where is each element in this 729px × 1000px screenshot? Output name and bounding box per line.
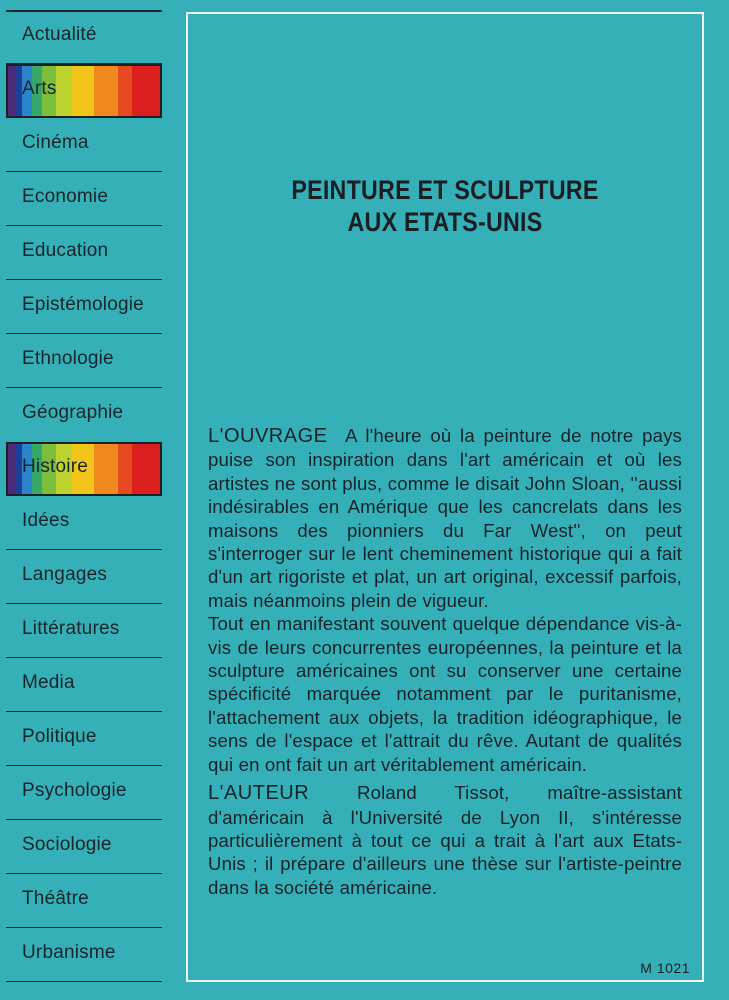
auteur-text: Roland Tissot, maître-assistant d'américain à l'Université de Lyon II, s'intéresse particulièrement à tout ce qui a trait à l'art aux Etats-Unis ; il prépare d'ailleurs une thèse sur l'artiste-peintre dans la société américaine.: [208, 782, 682, 898]
sidebar-item-sociologie: [6, 820, 162, 874]
book-title: [224, 174, 666, 238]
sidebar-item-urbanisme: [6, 928, 162, 982]
ouvrage-paragraph: [208, 424, 682, 612]
sidebar-item-geographie: [6, 388, 162, 442]
sidebar-item-label: Cinéma: [22, 132, 89, 153]
book-title-line-2: AUX ETATS-UNIS: [347, 207, 543, 237]
category-sidebar: [6, 10, 162, 986]
sidebar-item-education: [6, 226, 162, 280]
description-panel: [186, 12, 704, 982]
sidebar-item-label: Media: [22, 672, 75, 693]
sidebar-item-economie: [6, 172, 162, 226]
sidebar-item-label: Economie: [22, 186, 109, 207]
sidebar-item-epistemologie: [6, 280, 162, 334]
book-title-line-1: PEINTURE ET SCULPTURE: [291, 175, 599, 205]
sidebar-item-label: Théâtre: [22, 888, 89, 909]
sidebar-item-langages: [6, 550, 162, 604]
sidebar-item-label: Langages: [22, 564, 108, 585]
auteur-heading: L'AUTEUR: [208, 782, 310, 805]
sidebar-item-label: Arts: [22, 78, 57, 99]
sidebar-item-label: Psychologie: [22, 780, 127, 801]
sidebar-item-label: Ethnologie: [22, 348, 114, 369]
sidebar-item-label: Urbanisme: [22, 942, 116, 963]
sidebar-item-ethnologie: [6, 334, 162, 388]
sidebar-item-label: Idées: [22, 510, 70, 531]
sidebar-item-arts: [6, 64, 162, 118]
sidebar-item-label: Education: [22, 240, 109, 261]
ouvrage-text: A l'heure où la peinture de notre pays puise son inspiration dans l'art américain et où les artistes ne sont plus, comme le disait John Sloan, ''aussi indésirables en Amérique que les cancrelats dans les maisons des pionniers du Far West'', on peut s'interroger sur le lent cheminement historique qui a fait d'un art rigoriste et plat, un art original, excessif parfois, mais néanmoins plein de vigueur.: [208, 425, 682, 611]
divider: [6, 10, 162, 12]
sidebar-item-psychologie: [6, 766, 162, 820]
auteur-paragraph: [208, 781, 682, 899]
divider: [6, 981, 162, 983]
sidebar-item-label: Géographie: [22, 402, 124, 423]
sidebar-item-histoire: [6, 442, 162, 496]
sidebar-item-label: Epistémologie: [22, 294, 144, 315]
catalog-code: M 1021: [640, 960, 690, 976]
sidebar-item-label: Actualité: [22, 24, 97, 45]
sidebar-item-label: Politique: [22, 726, 97, 747]
sidebar-item-label: Littératures: [22, 618, 120, 639]
description-text: [208, 424, 682, 899]
sidebar-item-actualite: [6, 10, 162, 64]
sidebar-item-label: Sociologie: [22, 834, 112, 855]
sidebar-item-politique: [6, 712, 162, 766]
sidebar-item-litteratures: [6, 604, 162, 658]
sidebar-item-theatre: [6, 874, 162, 928]
sidebar-item-cinema: [6, 118, 162, 172]
ouvrage-paragraph-2: Tout en manifestant souvent quelque dépendance vis-à-vis de leurs concurrentes européennes, la peinture et la sculpture américaines ont su conserver une certaine spécificité marquée notamment par le puritanisme, l'attachement aux objets, la tradition idéographique, le sens de l'espace et l'attrait du rêve. Autant de qualités qui en ont fait un art véritablement américain.: [208, 613, 682, 775]
sidebar-item-idees: [6, 496, 162, 550]
sidebar-item-label: Histoire: [22, 456, 89, 477]
ouvrage-heading: L'OUVRAGE: [208, 425, 328, 447]
sidebar-item-media: [6, 658, 162, 712]
